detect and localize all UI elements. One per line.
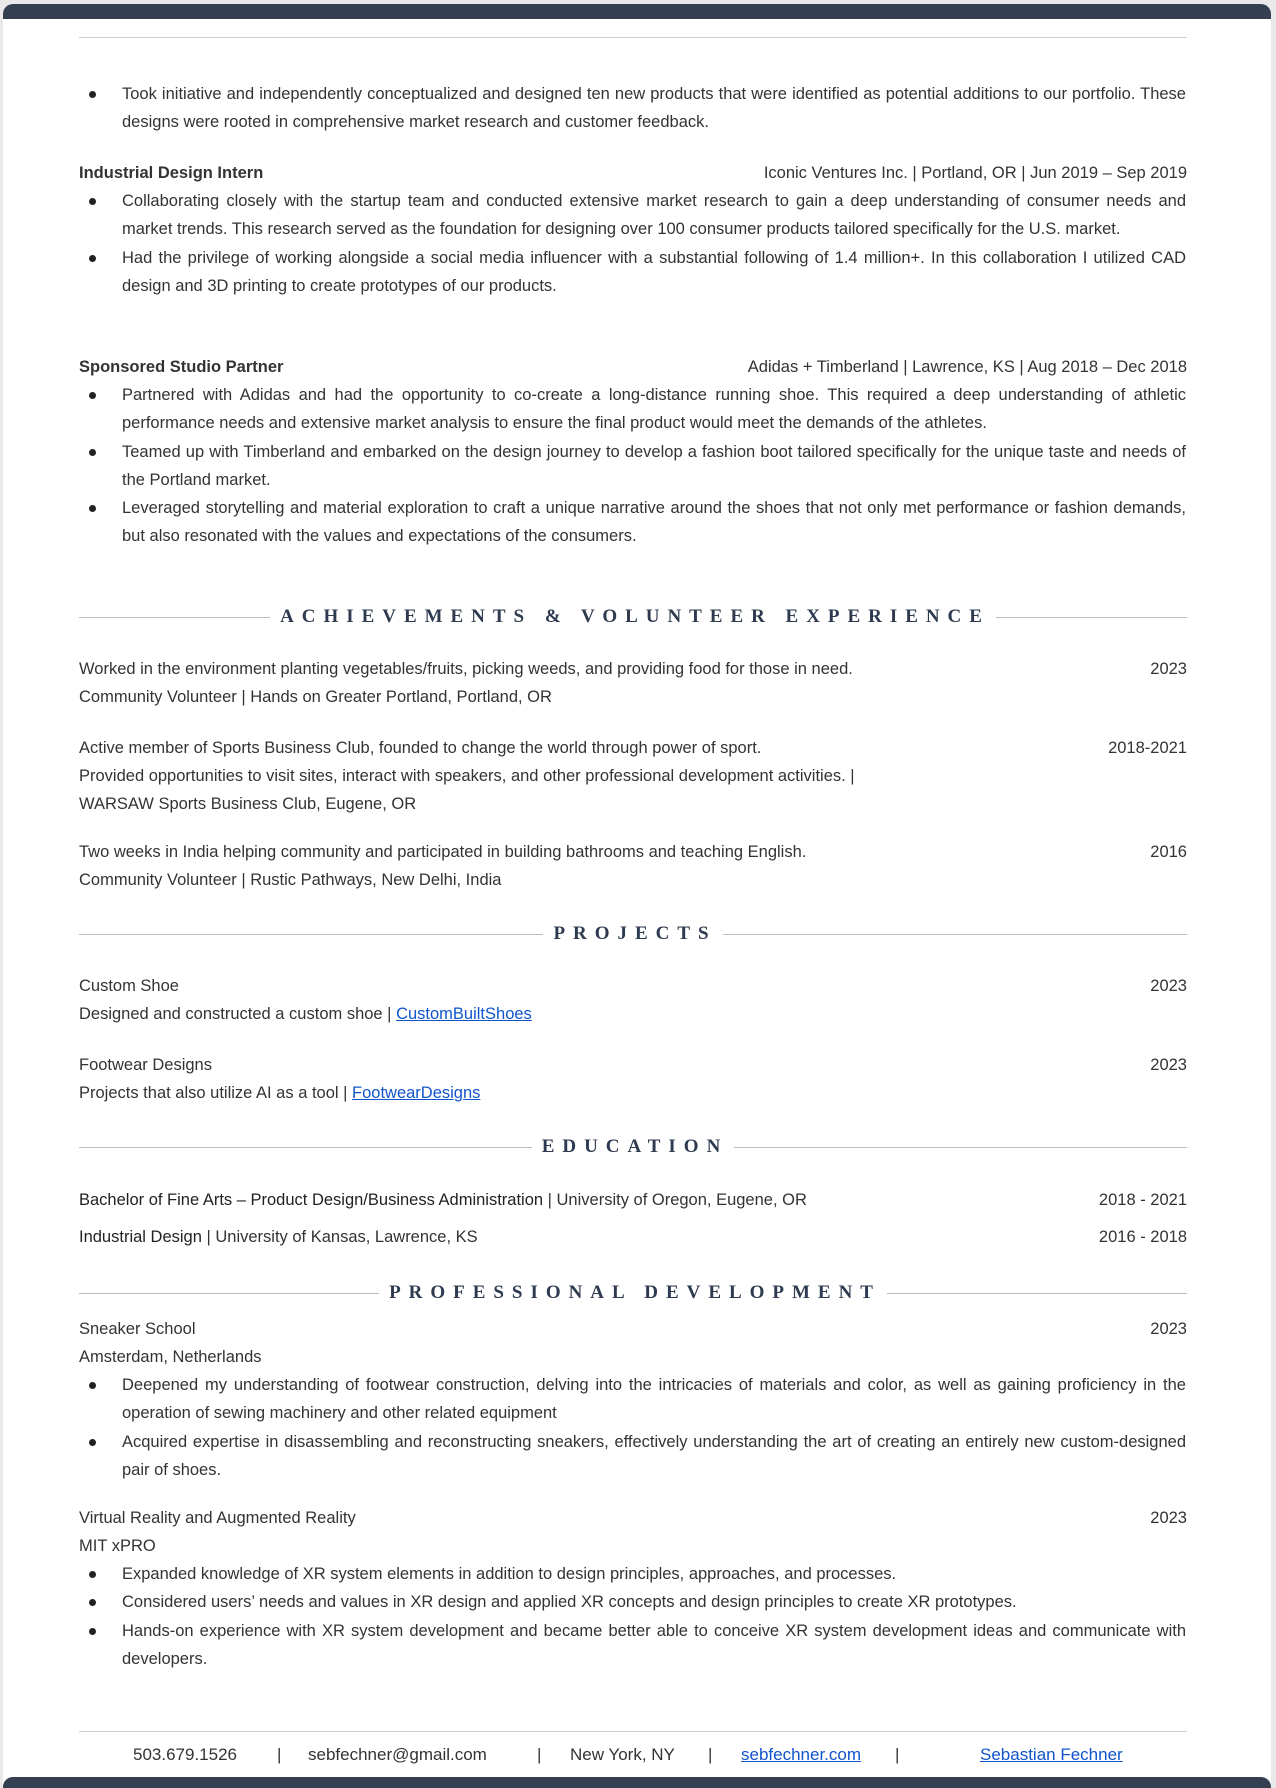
achievement-item xyxy=(79,838,1187,894)
degree: Industrial Design xyxy=(79,1228,202,1246)
achievement-title: Active member of Sports Business Club, founded to change the world through power of sport. xyxy=(79,739,762,757)
divider xyxy=(79,37,1187,38)
job-meta: Adidas + Timberland | Lawrence, KS | Aug 2018 – Dec 2018 xyxy=(747,358,1187,376)
bullet: Had the privilege of working alongside a social media influencer with a substantial following of 1.4 million+. In this collaboration I utilized CAD design and 3D printing to create prototypes of our products. xyxy=(122,244,1187,301)
project-detail: Designed and constructed a custom shoe | xyxy=(79,1005,397,1023)
bullet: Hands-on experience with XR system development and became better able to conceive XR system development ideas and communicate with developers. xyxy=(122,1617,1187,1674)
education-years: 2016 - 2018 xyxy=(1098,1228,1187,1246)
achievement-detail: WARSAW Sports Business Club, Eugene, OR xyxy=(79,795,417,813)
section-heading-education: EDUCATION xyxy=(79,1133,1187,1161)
job-entry xyxy=(79,353,1187,551)
footer-email: sebfechner@gmail.com xyxy=(308,1745,487,1764)
bottom-bar xyxy=(3,1777,1271,1788)
footer-name-link[interactable]: Sebastian Fechner xyxy=(980,1745,1123,1764)
project-title: Footwear Designs xyxy=(79,1056,212,1074)
achievement-detail: Community Volunteer | Rustic Pathways, New Delhi, India xyxy=(79,871,502,889)
project-link[interactable]: FootwearDesigns xyxy=(352,1084,481,1102)
education-item xyxy=(79,1223,1187,1251)
footer-website-link[interactable]: sebfechner.com xyxy=(741,1745,862,1764)
course-item xyxy=(79,1315,1187,1484)
footer-divider xyxy=(79,1731,1187,1732)
previous-job-bullets xyxy=(79,80,1187,137)
course-title: Sneaker School xyxy=(79,1320,196,1338)
footer-location: New York, NY xyxy=(570,1745,675,1764)
job-title: Sponsored Studio Partner xyxy=(79,358,284,376)
bullet: Expanded knowledge of XR system elements in addition to design principles, approaches, and processes. xyxy=(122,1560,1187,1588)
education-years: 2018 - 2021 xyxy=(1098,1191,1187,1209)
achievement-year: 2018-2021 xyxy=(1108,739,1187,757)
footer-separator: | xyxy=(708,1745,713,1764)
bullet: Leveraged storytelling and material exploration to craft a unique narrative around the shoes that not only met performance or fashion demands, but also resonated with the values and expectations of the consumers. xyxy=(122,494,1187,551)
footer-separator: | xyxy=(537,1745,542,1764)
project-item xyxy=(79,1051,1187,1107)
project-link[interactable]: CustomBuiltShoes xyxy=(396,1005,532,1023)
bullet: Considered users’ needs and values in XR design and applied XR concepts and design principles to create XR prototypes. xyxy=(122,1588,1187,1616)
achievement-detail: Provided opportunities to visit sites, interact with speakers, and other professional development activities. | xyxy=(79,767,855,785)
top-bar xyxy=(3,4,1271,19)
achievement-title: Two weeks in India helping community and participated in building bathrooms and teaching English. xyxy=(79,843,807,861)
section-heading-achievements: ACHIEVEMENTS & VOLUNTEER EXPERIENCE xyxy=(79,603,1187,631)
job-entry xyxy=(79,159,1187,300)
achievement-detail: Community Volunteer | Hands on Greater Portland, Portland, OR xyxy=(79,688,552,706)
bullet: Took initiative and independently conceptualized and designed ten new products that were identified as potential additions to our portfolio. These designs were rooted in comprehensive market research and customer feedback. xyxy=(122,80,1187,137)
school: | University of Oregon, Eugene, OR xyxy=(543,1191,807,1209)
course-item xyxy=(79,1504,1187,1673)
project-item xyxy=(79,972,1187,1028)
bullet: Deepened my understanding of footwear construction, delving into the intricacies of materials and color, as well as gaining proficiency in the operation of sewing machinery and other related equipment xyxy=(122,1371,1187,1428)
project-year: 2023 xyxy=(1150,977,1187,995)
school: | University of Kansas, Lawrence, KS xyxy=(201,1228,478,1246)
course-title: Virtual Reality and Augmented Reality xyxy=(79,1509,356,1527)
footer-phone: 503.679.1526 xyxy=(133,1745,237,1764)
course-provider: Amsterdam, Netherlands xyxy=(79,1348,262,1366)
course-year: 2023 xyxy=(1150,1509,1187,1527)
achievement-year: 2016 xyxy=(1150,843,1187,861)
project-year: 2023 xyxy=(1150,1056,1187,1074)
bullet: Acquired expertise in disassembling and reconstructing sneakers, effectively understanding the art of creating an entirely new custom-designed pair of shoes. xyxy=(122,1428,1187,1485)
achievement-title: Worked in the environment planting vegetables/fruits, picking weeds, and providing food for those in need. xyxy=(79,660,853,678)
degree: Bachelor of Fine Arts – Product Design/Business Administration xyxy=(79,1191,544,1209)
course-year: 2023 xyxy=(1150,1320,1187,1338)
achievement-item xyxy=(79,734,1187,818)
education-item xyxy=(79,1186,1187,1214)
job-title: Industrial Design Intern xyxy=(79,164,264,182)
project-title: Custom Shoe xyxy=(79,977,179,995)
project-detail: Projects that also utilize AI as a tool | xyxy=(79,1084,353,1102)
section-heading-professional-development: PROFESSIONAL DEVELOPMENT xyxy=(79,1279,1187,1307)
footer-separator: | xyxy=(277,1745,282,1764)
bullet: Teamed up with Timberland and embarked on the design journey to develop a fashion boot tailored specifically for the unique taste and needs of the Portland market. xyxy=(122,438,1187,495)
achievement-item xyxy=(79,655,1187,711)
bullet: Partnered with Adidas and had the opportunity to co-create a long-distance running shoe. This required a deep understanding of athletic performance needs and extensive market analysis to ensure the final product would meet the demands of the athletes. xyxy=(122,381,1187,438)
achievement-year: 2023 xyxy=(1150,660,1187,678)
section-heading-projects: PROJECTS xyxy=(79,920,1187,948)
bullet: Collaborating closely with the startup team and conducted extensive market research to gain a deep understanding of consumer needs and market trends. This research served as the foundation for designing over 100 consumer products tailored specifically for the U.S. market. xyxy=(122,187,1187,244)
footer-separator: | xyxy=(895,1745,900,1764)
course-provider: MIT xPRO xyxy=(79,1537,156,1555)
job-meta: Iconic Ventures Inc. | Portland, OR | Jun 2019 – Sep 2019 xyxy=(763,164,1187,182)
